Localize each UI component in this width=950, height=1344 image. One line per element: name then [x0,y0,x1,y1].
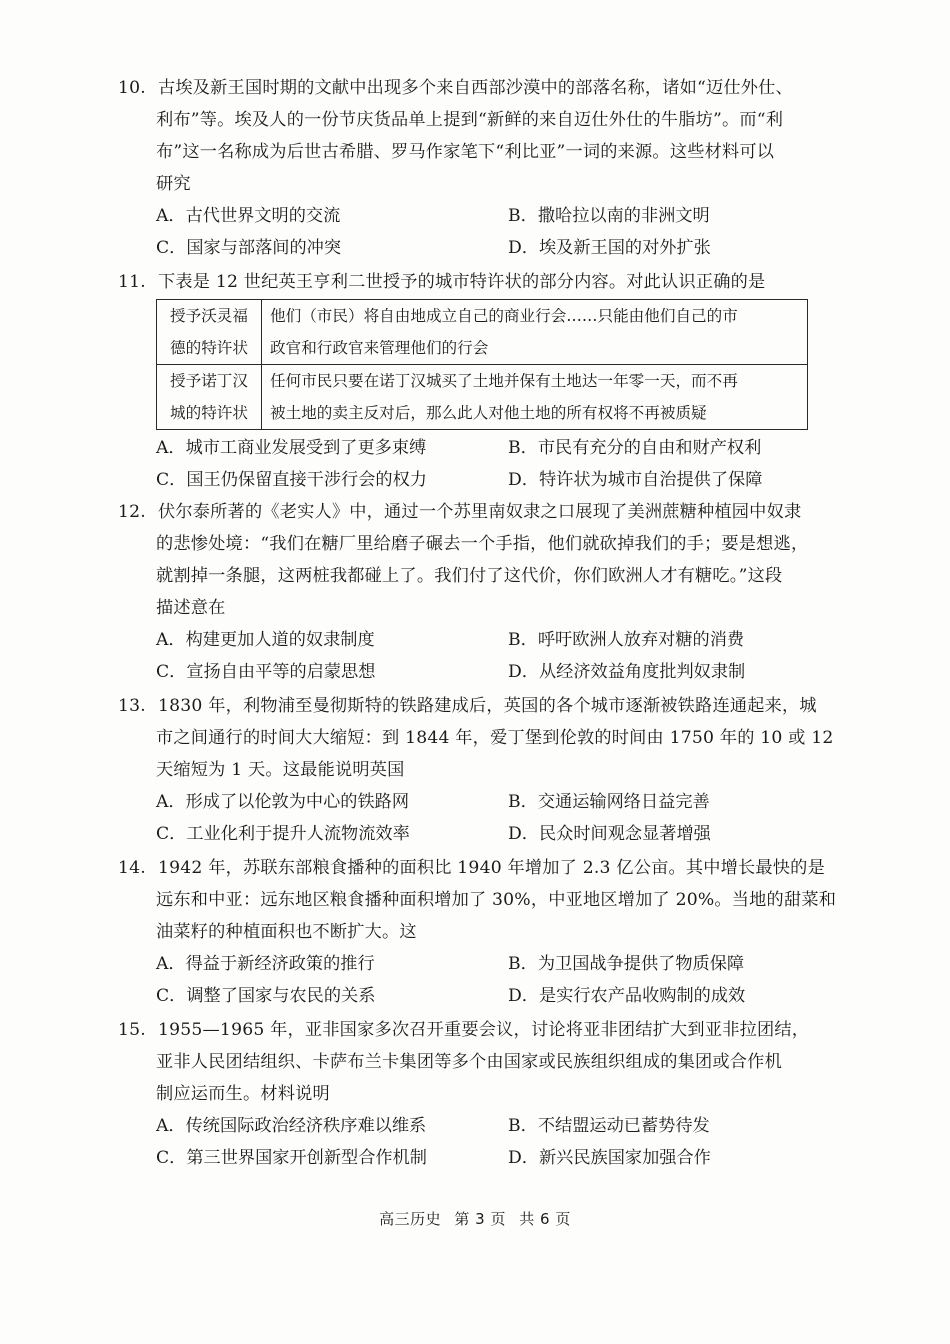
table-body-cell: 他们（市民）将自由地成立自己的商业行会……只能由他们自己的市 政官和行政官来管理他们的行会 [262,300,808,365]
page-footer [0,1208,950,1229]
options-row [118,980,818,1012]
question-13 [118,690,834,850]
options-row [118,1110,818,1142]
question-11-options [118,432,818,496]
question-line: 制应运而生。材料说明 [156,1084,330,1104]
options-row [118,200,818,232]
charter-table [156,299,808,430]
option-a: A．得益于新经济政策的推行 [156,954,375,974]
options-row [118,624,818,656]
option-d: D．是实行农产品收购制的成效 [508,986,746,1006]
options-row [118,656,818,688]
option-b: B．为卫国战争提供了物质保障 [508,954,745,974]
question-line: 13. 1830 年，利物浦至曼彻斯特的铁路建成后，英国的各个城市逐渐被铁路连通起来，城 [118,690,818,722]
option-d: D．民众时间观念显著增强 [508,824,711,844]
option-c: C．调整了国家与农民的关系 [156,986,376,1006]
table-body-cell: 任何市民只要在诺丁汉城买了土地并保有土地达一年零一天，而不再 被土地的卖主反对后，那么此人对他土地的所有权将不再被质疑 [262,365,808,430]
question-line: 研究 [156,174,191,194]
options-row [118,232,818,264]
option-a: A．传统国际政治经济秩序难以维系 [156,1116,427,1136]
footer-total: 共 6 页 [519,1210,571,1228]
options-row [118,786,818,818]
question-line: 天缩短为 1 天。这最能说明英国 [156,760,405,780]
question-10 [118,72,818,264]
question-number: 10. [118,78,146,98]
table-row [157,365,808,430]
option-b: B．市民有充分的自由和财产权利 [508,438,762,458]
question-line: 利布”等。埃及人的一份节庆货品单上提到“新鲜的来自迈仕外仕的牛脂坊”。而“利 [156,110,784,130]
question-line: 14. 1942 年，苏联东部粮食播种的面积比 1940 年增加了 2.3 亿公亩。其中增长最快的是 [118,852,818,884]
option-a: A．城市工商业发展受到了更多束缚 [156,438,427,458]
question-line: 远东和中亚：远东地区粮食播种面积增加了 30%，中亚地区增加了 20%。当地的甜菜和 [156,890,837,910]
option-a: A．构建更加人道的奴隶制度 [156,630,375,650]
footer-subject: 高三历史 [379,1210,442,1228]
option-d: D．特许状为城市自治提供了保障 [508,470,763,490]
question-line: 就割掉一条腿，这两桩我都碰上了。我们付了这代价，你们欧洲人才有糖吃。”这段 [156,566,783,586]
question-number: 12. [118,502,146,522]
options-row [118,948,818,980]
question-line: 的悲惨处境：“我们在糖厂里给磨子碾去一个手指，他们就砍掉我们的手；要是想逃， [156,534,809,554]
option-c: C．国家与部落间的冲突 [156,238,342,258]
question-number: 11. [118,272,146,292]
table-head-cell: 授予诺丁汉 城的特许状 [157,365,262,430]
table-head-cell: 授予沃灵福 德的特许状 [157,300,262,365]
option-a: A．古代世界文明的交流 [156,206,341,226]
option-d: D．从经济效益角度批判奴隶制 [508,662,746,682]
option-b: B．不结盟运动已蓄势待发 [508,1116,710,1136]
question-line: 11. 下表是 12 世纪英王亨利二世授予的城市特许状的部分内容。对此认识正确的是 [118,266,818,298]
question-11 [118,266,818,298]
options-row [118,464,818,496]
options-row [118,432,818,464]
option-d: D．新兴民族国家加强合作 [508,1148,711,1168]
option-c: C．国王仍保留直接干涉行会的权力 [156,470,427,490]
option-b: B．呼吁欧洲人放弃对糖的消费 [508,630,745,650]
question-line: 描述意在 [156,598,226,618]
question-line: 市之间通行的时间大大缩短：到 1844 年，爱丁堡到伦敦的时间由 1750 年的 10 或 12 [156,728,834,748]
question-number: 15. [118,1020,146,1040]
question-line: 油菜籽的种植面积也不断扩大。这 [156,922,417,942]
question-line: 10. 古埃及新王国时期的文献中出现多个来自西部沙漠中的部落名称，诸如“迈仕外仕、 [118,72,818,104]
option-c: C．工业化利于提升人流物流效率 [156,824,410,844]
option-b: B．交通运输网络日益完善 [508,792,710,812]
question-12 [118,496,818,688]
option-c: C．宣扬自由平等的启蒙思想 [156,662,376,682]
option-c: C．第三世界国家开创新型合作机制 [156,1148,427,1168]
question-number: 14. [118,858,146,878]
question-line: 12. 伏尔泰所著的《老实人》中，通过一个苏里南奴隶之口展现了美洲蔗糖种植园中奴隶 [118,496,818,528]
footer-page: 第 3 页 [454,1210,506,1228]
question-line: 亚非人民团结组织、卡萨布兰卡集团等多个由国家或民族组织组成的集团或合作机 [156,1052,782,1072]
question-14 [118,852,837,1012]
table-row [157,300,808,365]
question-number: 13. [118,696,146,716]
option-d: D．埃及新王国的对外扩张 [508,238,711,258]
option-a: A．形成了以伦敦为中心的铁路网 [156,792,410,812]
options-row [118,818,818,850]
options-row [118,1142,818,1174]
question-line: 布”这一名称成为后世古希腊、罗马作家笔下“利比亚”一词的来源。这些材料可以 [156,142,775,162]
question-line: 15. 1955—1965 年，亚非国家多次召开重要会议，讨论将亚非团结扩大到亚非拉团结， [118,1014,818,1046]
option-b: B．撒哈拉以南的非洲文明 [508,206,710,226]
question-15 [118,1014,818,1174]
